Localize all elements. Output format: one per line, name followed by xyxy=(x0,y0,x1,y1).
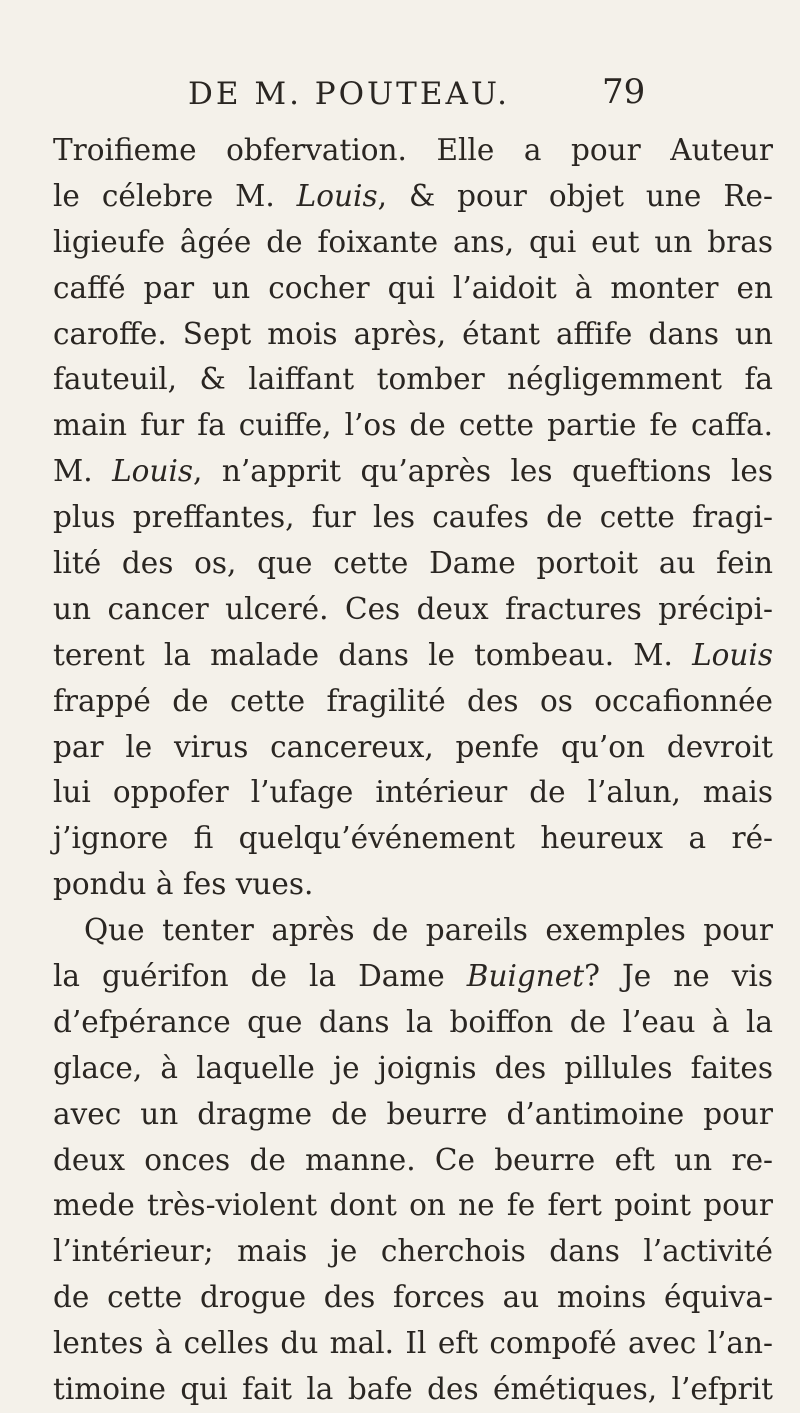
text-line: terent la malade dans le tombeau. M. Louis xyxy=(53,637,773,672)
text-line: glace, à laquelle je joignis des pillules faites xyxy=(53,1050,773,1085)
text-line: lité des os, que cette Dame portoit au fein xyxy=(53,546,773,581)
body-text xyxy=(53,128,773,1413)
text-line: caffé par un cocher qui l’aidoit à monter en xyxy=(53,270,773,305)
text-line: lentes à celles du mal. Il eft compofé avec l’an- xyxy=(53,1326,773,1361)
page-number: 79 xyxy=(602,72,646,112)
text-line: avec un dragme de beurre d’antimoine pour xyxy=(53,1096,773,1131)
running-head xyxy=(0,72,800,116)
text-line: main fur fa cuiffe, l’os de cette partie fe caffa. xyxy=(53,408,773,443)
text-line: timoine qui fait la bafe des émétiques, l’efprit xyxy=(53,1372,773,1407)
text-line: mede très-violent dont on ne fe fert point pour xyxy=(53,1188,773,1223)
text-line: d’efpérance que dans la boiffon de l’eau à la xyxy=(53,1004,773,1039)
text-line: un cancer ulceré. Ces deux fractures précipi- xyxy=(53,591,773,626)
text-line: par le virus cancereux, penfe qu’on devroit xyxy=(53,729,773,764)
text-line: pondu à fes vues. xyxy=(53,867,314,902)
text-line: lui oppofer l’ufage intérieur de l’alun, mais xyxy=(53,775,773,810)
text-line: fauteuil, & laiffant tomber négligemment fa xyxy=(53,362,773,397)
text-line: la guérifon de la Dame Buignet? Je ne vis xyxy=(53,959,773,994)
text-line: Que tenter après de pareils exemples pour xyxy=(84,913,773,948)
text-line: M. Louis, n’apprit qu’après les queftions les xyxy=(53,454,773,489)
text-line: frappé de cette fragilité des os occafionnée xyxy=(53,683,773,718)
text-line: j’ignore fi quelqu’événement heureux a ré- xyxy=(53,821,773,856)
text-line: Troifieme obfervation. Elle a pour Auteur xyxy=(53,133,773,167)
text-line: ligieufe âgée de foixante ans, qui eut un bras xyxy=(53,224,773,259)
text-line: le célebre M. Louis, & pour objet une Re- xyxy=(53,178,773,213)
text-line: l’intérieur; mais je cherchois dans l’activité xyxy=(53,1234,773,1269)
text-line: caroffe. Sept mois après, étant affife dans un xyxy=(53,316,773,351)
text-line: plus preffantes, fur les caufes de cette fragi- xyxy=(53,500,773,535)
running-title: DE M. POUTEAU. xyxy=(188,76,511,112)
text-line: de cette drogue des forces au moins équiva- xyxy=(53,1280,773,1315)
text-line: deux onces de manne. Ce beurre eft un re- xyxy=(53,1142,773,1177)
